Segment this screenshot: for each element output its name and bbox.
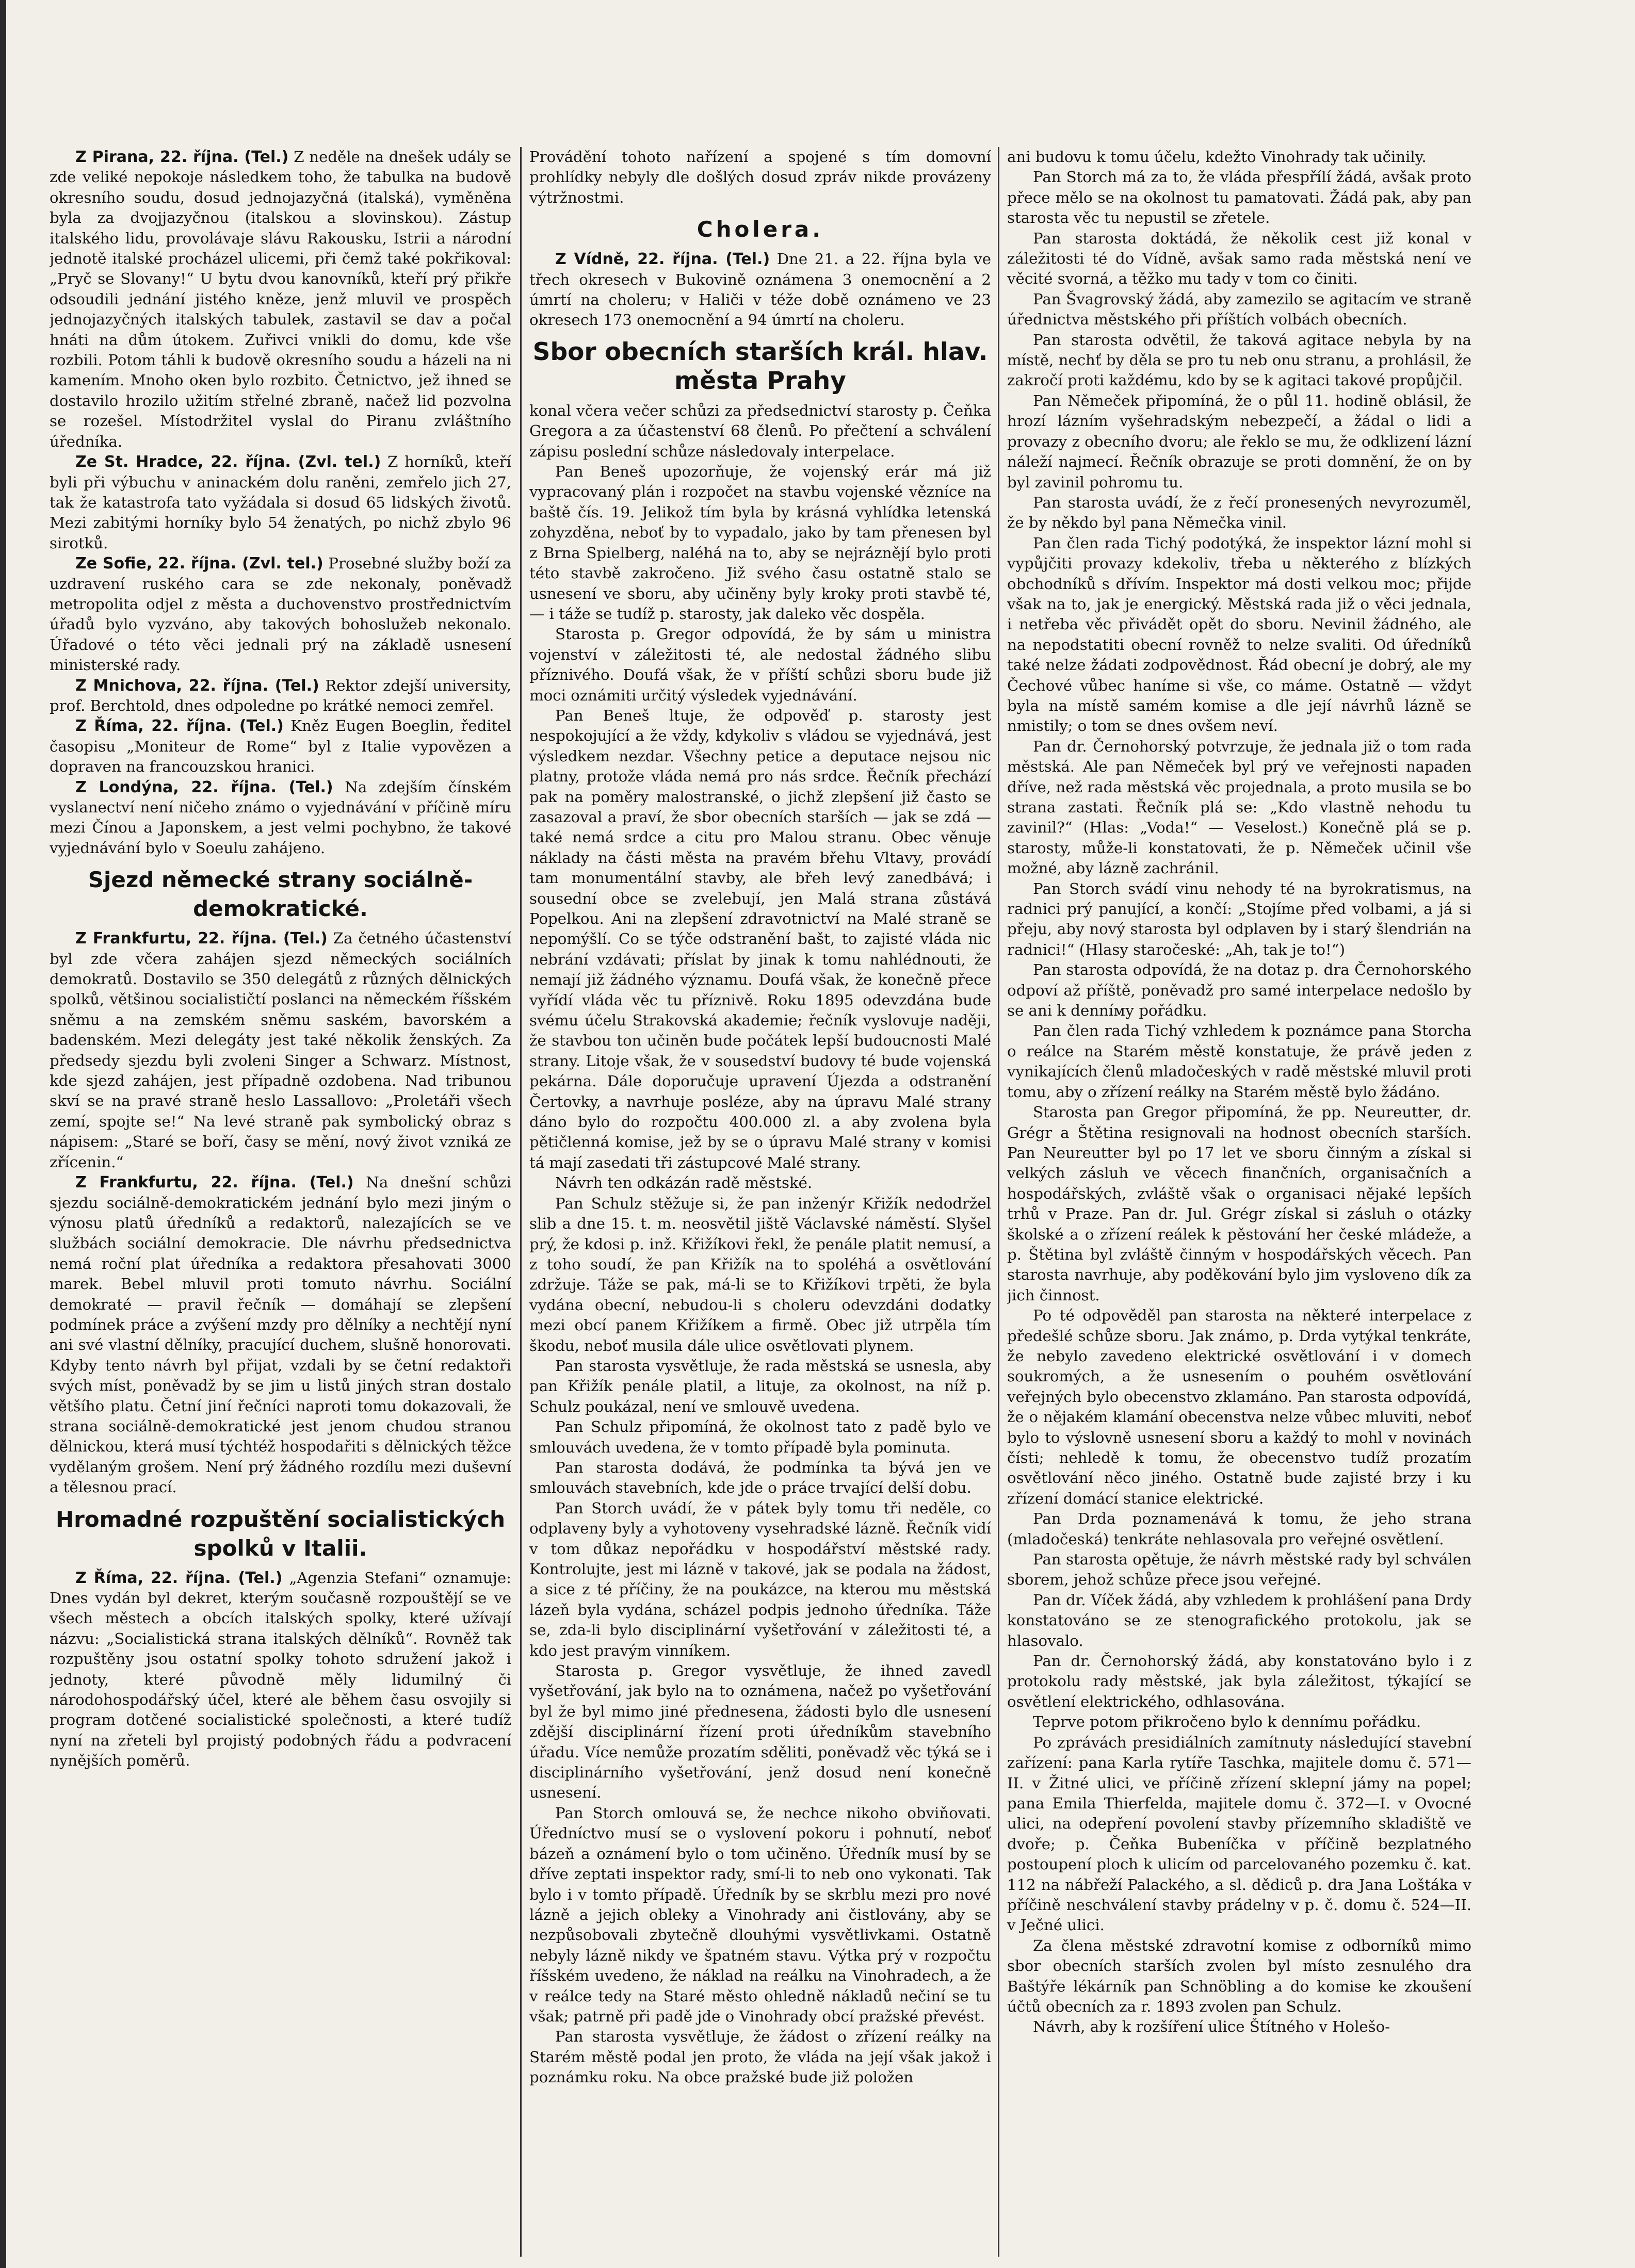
report-paragraph: Teprve potom přikročeno bylo k dennímu pořádku. — [1033, 1713, 1421, 1731]
item-text: Prosebné služby boží za uzdravení ruského cara se zde nekonaly, poněvadž metropolita odjel z města a duchovenstvo prostřednictvím úřadů bylo vyzváno, aby takových bohoslužeb nekonalo. Úřadové o této věci jednali prý na základě usnesení ministerské rady. — [50, 554, 511, 674]
report-paragraph: Návrh, aby k rozšíření ulice Štítného v Holešo- — [1033, 2018, 1390, 2036]
report-paragraph: Pan starosta odvětil, že taková agitace nebyla by na místě, nechť by děla se pro tu neb onu stranu, a prohlásil, že zakročí proti každému, kdo by se k agitaci takové propůjčil. — [1007, 331, 1471, 389]
news-item — [50, 777, 511, 859]
item-dateline: Z Vídně, 22. října. (Tel.) — [555, 250, 770, 269]
report-paragraph: Pan člen rada Tichý vzhledem k poznámce pana Storcha o reálce na Starém městě konstatuje, že právě jeden z vynikajících členů mladočeských v radě městské mluvil proti tomu, aby o zřízení reálky na Starém městě bylo žádáno. — [1007, 1022, 1471, 1101]
report-paragraph: Pan dr. Černohorský potvrzuje, že jednala již o tom rada městská. Ale pan Němeček byl prý ve veřejnosti napaden dříve, než rada městská věc projednala, a proto musila se bo strana zastati. Řečník plá se: „Kdo vlastně nehodu tu zavinil?“ (Hlas: „Voda!“ — Veselost.) Konečně plá se p. starosty, může-li konstatovati, že p. Němeček učinil vše možné, aby lázně zachránil. — [1007, 737, 1471, 877]
news-item — [529, 249, 991, 331]
item-text: Z horníků, kteří byli při výbuchu v aninackém dolu raněni, zemřelo jich 27, tak že katastrofa tato vyžádala si dosud 65 lidských životů. Mezi zabitými horníky bylo 54 ženatých, po nichž zbylo 96 sirotků. — [50, 453, 511, 552]
report-paragraph: Pan Storch má za to, že vláda přespřílí žádá, avšak proto přece mělo se na okolnost tu pamatovati. Žádá pak, aby pan starosta věc tu nepustil se zřetele. — [1007, 168, 1471, 227]
news-item — [50, 452, 511, 553]
item-dateline: Z Pirana, 22. října. (Tel.) — [75, 148, 289, 166]
report-paragraph: Starosta p. Gregor vysvětluje, že ihned zavedl vyšetřování, jak bylo na to oznámena, načež po vyšetřování byl že byl mimo jiné přednesena, žádosti bylo dle usnesení zdější disciplinární řízení proti úředníkům stavebního úřadu. Více nemůže prozatím sděliti, poněvadž věc týká se i disciplinárního vyšetřování, jenž dosud není konečně usnesení. — [529, 1662, 991, 1802]
news-item — [50, 1172, 511, 1498]
report-paragraph: Za člena městské zdravotní komise z odborníků mimo sbor obecních starších zvolen byl místo zesnulého dra Baštýře lékárník pan Schnöbling a do komise ke zkoušení účtů obecních za r. 1893 zvolen pan Schulz. — [1007, 1936, 1471, 2015]
report-paragraph: Pan starosta uvádí, že z řečí pronesených nevyrozuměl, že by někdo byl pana Němečka vinil. — [1007, 493, 1471, 532]
report-paragraph: Pan starosta doktádá, že několik cest již konal v záležitosti té do Vídně, avšak samo rada městská není ve věcité svorná, a těžko mu tady v tom co činiti. — [1007, 229, 1471, 288]
news-item — [50, 147, 511, 452]
continued-text: ani budovu k tomu účelu, kdežto Vinohrady tak učinily. — [1007, 148, 1427, 166]
report-paragraph: Pan Němeček připomíná, že o půl 11. hodině oblásil, že hrozí lázním vyšehradským nebezpečí, a žádal o lidi a provazy z obecního dvoru; ale řeklo se mu, že odklizení lázní náleží najmecí. Řečník obrazuje se proti domnění, že on by byl zavinil pohromu tu. — [1007, 391, 1471, 491]
report-paragraph: Pan Storch svádí vinu nehody té na byrokratismus, na radnici prý panující, a končí: „Stojíme před volbami, a já si přeju, aby nový starosta byl odplaven by i starý šlendrián na radnici!“ (Hlasy staročeské: „Ah, tak je to!“) — [1007, 879, 1471, 958]
column-2 — [529, 147, 991, 2251]
item-dateline: Z Mnichova, 22. října. (Tel.) — [75, 676, 319, 695]
news-item — [50, 928, 511, 1172]
item-text: Za četného účastenství byl zde včera zahájen sjezd německých sociálních demokratů. Dostavilo se 350 delegátů z různých dělnických spolků, většinou socialističtí poslanci na německém říšském sněmu a na zemském sněmu saském, bavorském a badenském. Mezi delegáty jest také několik ženských. Za předsedy sjezdu byli zvoleni Singer a Schwarz. Místnost, kde sjezd zahájen, jest případně ozdobena. Nad tribunou skví se na pravé straně heslo Lassallovo: „Proletáři všech zemí, spojte se!“ Na levé straně pak symbolický obraz s nápisem: „Staré se boří, časy se mění, nový život vzniká ze zřícenin.“ — [50, 929, 511, 1171]
column-3 — [1007, 147, 1471, 2251]
report-paragraph: Starosta p. Gregor odpovídá, že by sám u ministra vojenství v záležitosti té, ale nedostal žádného slibu příznivého. Doufá však, že v příští schůzi sboru bude již moci oznámiti určitý výsledek vyjednávání. — [529, 625, 991, 704]
item-dateline: Z Říma, 22. října. (Tel.) — [75, 1569, 283, 1587]
item-text: Na zdejším čínském vyslanectví není ničeho známo o vyjednávání v příčině míru mezi Čínou a Japonskem, a jest velmi pochybno, že takové vyjednávání bylo v Soeulu zahájeno. — [50, 778, 511, 857]
item-text: Rektor zdejší university, prof. Berchtold, dnes odpoledne po krátké nemoci zemřel. — [50, 676, 511, 714]
section-headline: Cholera. — [697, 217, 824, 242]
item-dateline: Z Frankfurtu, 22. října. (Tel.) — [75, 1173, 354, 1192]
report-paragraph: Starosta pan Gregor připomíná, že pp. Neureutter, dr. Grégr a Štětina resignovali na hodnost obecních starších. Pan Neureutter byl po 17 let ve sboru činným a získal si velkých zásluh ve věcech finančních, organisačních a hospodářských, zvláště však o organisaci nějaké lepších trhů v Praze. Pan dr. Jul. Grégr získal si zásluh o otázky školské a o zřízení reálek k pěstování her české mládeže, a p. Štětina byl zvláště činným v hospodářských věcech. Pan starosta navrhuje, aby poděkování bylo jim vysloveno dík za jich činnost. — [1007, 1103, 1471, 1304]
column-rule — [520, 147, 522, 2257]
item-text: Na dnešní schůzi sjezdu sociálně-demokratickém jednání bylo mezi jiným o výnosu platů úředníků a redaktorů, nalezajících se ve službách sociální demokracie. Dle návrhu předsednictva nemá roční plat úředníka a redaktora přesahovati 3000 marek. Bebel mluvil proti tomuto návrhu. Sociální demokraté — pravil řečník — domáhají se zlepšení podmínek práce a zvýšení mzdy pro dělníky a nechtějí nyní ani své vlastní dělníky, pracující duchem, slušně honorovati. Kdyby tento návrh byl přijat, vzdali by se četní redaktoři svých míst, poněvadž by se jim u listů jiných stran dostalo většího platu. Četní jiní řečníci naproti tomu dokazovali, že strana sociálně-demokratické jest jenom chudou stranou dělnickou, která musí týchtéž hospodařiti s dělnických těžce vydělaným grošem. Není prý žádného rozdílu mezi duševní a tělesnou prací. — [50, 1173, 511, 1496]
report-paragraph: Pan člen rada Tichý podotýká, že inspektor lázní mohl si vypůjčiti provazy kdekoliv, třeba u některého z blízkých obchodníků s dřívím. Inspektor má dosti velkou moc; přijde však na to, jak je energický. Městská rada již o věci jednala, i netřeba věc přivádět opět do sboru. Nevinil žádného, ale na nepodstatiti obecní rovněž to nelze svaliti. Od úředníků také nelze žádati zodpovědnost. Řád obecní je dobrý, ale my Čechové vůbec hanímе si vše, co máme. Ostatně — vždyt byla na místě samém komise a dle její návrhů lázně se nmistily; o tom se dnes ovšem neví. — [1007, 534, 1471, 735]
column-rule — [998, 147, 999, 2257]
news-item — [50, 553, 511, 675]
continued-text: Provádění tohoto nařízení a spojené s tím domovní prohlídky nebyly dle došlých dosud zpráv nikde provázeny výtržnostmi. — [529, 148, 991, 206]
section-headline: Hromadné rozpuštění socialistických spolků v Italii. — [55, 1506, 506, 1561]
section-headline: Sjezd německé strany sociálně-demokratické. — [88, 867, 473, 922]
report-paragraph: Pan starosta vysvětluje, že rada městská se usnesla, aby pan Křižík penále platil, a lituje, za okolnost, na níž p. Schulz poukázal, není ve smlouvě uvedena. — [529, 1357, 991, 1415]
report-paragraph: Po té odpověděl pan starosta na některé interpelace z předešlé schůze sboru. Jak známo, p. Drda vytýkal tenkráte, že nebylo zavedeno elektrické osvětlování i v domech soukromých, a že usnesením o pouhém osvětlování veřejných bylo obecenstvo zklamáno. Pan starosta odpovídá, že o nějakém klamání obecenstva nelze vůbec mluviti, neboť bylo to výslovně usnesení sboru a každý to mohl v novinách čísti; nehledě k tomu, že obecenstvo tudíž prozatím osvětlování něco jiného. Ostatně bude zajisté brzy i ku zřízení domácí stanice elektrické. — [1007, 1307, 1471, 1507]
news-item — [50, 716, 511, 777]
report-paragraph: Pan Schulz stěžuje si, že pan inženýr Křižík nedodržel slib a dne 15. t. m. neosvětil jiště Václavské náměstí. Slyšel prý, že kdosi p. inž. Křižíkovi řekl, že penále platit nemusí, a z toho soudí, že pan Křižík na to spoléhá a osvětlování zdržuje. Táže se pak, má-li se to Křižíkovi trpěti, že byla vydána obecní, nebudou-li s choleru odevzdáni dodatky mezi obcí panem Křižíkem a firmě. Obec již utrpěla tím škodu, neboť musila dále ulice osvětlovati plynem. — [529, 1194, 991, 1355]
item-text: Dne 21. a 22. října byla ve třech okresech v Bukovině oznámena 3 onemocnění a 2 úmrtí na choleru; v Haliči v téže době oznámeno ve 23 okresech 173 onemocnění a 94 úmrtí na choleru. — [529, 250, 991, 329]
report-paragraph: Po zprávách presidiálních zamítnuty následující stavební zařízení: pana Karla rytíře Taschka, majitele domu č. 571—II. v Žitné ulici, ve příčině zřízení sklepní jámy na popel; pana Emila Thierfelda, majitele domu č. 372—I. v Ovocné ulici, na odepření povolení stavby přízemního skladiště ve dvoře; p. Čeňka Bubeníčka v příčině bezplatného postoupení ploch k ulicím od parcelovaného pozemku č. kat. 112 na nábřeží Palackého, a sl. dědiců p. dra Jana Loštáka v příčině neschválení stavby prádelny v p. č. domu č. 524—II. v Ječné ulici. — [1007, 1733, 1471, 1934]
item-dateline: Ze St. Hradce, 22. října. (Zvl. tel.) — [75, 453, 381, 471]
item-text: „Agenzia Stefani“ oznamuje: Dnes vydán byl dekret, kterým současně rozpouštějí se ve všech městech a obcích italských spolky, které užívají názvu: „Socialistická strana italských dělníků“. Rovněž tak rozpuštěny jsou ostatní spolky tohoto sdružení jakož i jednoty, které původně měly lidumilný či národohospodářský účel, které ale během času osvojily si program dotčené socialistické společnosti, a které tudíž nyní na zřeteli byl projistý podobných řádu a podvracení nynějších poměrů. — [50, 1569, 511, 1770]
item-text: Kněz Eugen Boeglin, ředitel časopisu „Moniteur de Rome“ byl z Italie vypovězen a dopraven na francouzskou hranici. — [50, 717, 511, 776]
report-paragraph: Pan Storch uvádí, že v pátek byly tomu tři neděle, co odplaveny byly a vyhotoveny vysehradské lázně. Řečník vidí v tom důkaz nepořádku v hospodářství městské rady. Kontrolujte, jest mi lázně v takové, jak se podala na žádost, a sice z té příčiny, že na poukázce, na kterou mu městská lázeň byla vydána, scházel podpis jednoho úředníka. Táže se, zda-li bylo disciplinární vyšetřování v záležitosti té, a kdo jest pravým vinníkem. — [529, 1499, 991, 1659]
news-item — [50, 676, 511, 716]
item-text: Z neděle na dnešek udály se zde veliké nepokoje následkem toho, že tabulka na budově okresního soudu, dosud jednojazyčná (italská), vyměněna byla za dvojjazyčnou (italskou a slovinskou). Zástup italského lidu, provolávaje slávu Rakousku, Istrii a národní jednotě italské procházel ulicemi, při čemž také pokřikoval: „Pryč se Slovany!“ U bytu dvou kanovníků, kteří prý přikře odsoudili jednání jistého kněze, jenž mluvil ve prospěch jednojazyčných italských tabulek, zastavil se dav a počal hnáti na dům útokem. Zuřivci vnikli do domu, kde vše rozbili. Potom táhli k budově okresního soudu a házeli na ni kamením. Mnoho oken bylo rozbito. Četnictvo, jež ihned se dostavilo hrozilo užitím střelné zbraně, načež lid pozvolna se rozešel. Místodržitel vyslal do Piranu zvláštního úředníka. — [50, 148, 511, 450]
item-dateline: Z Londýna, 22. října. (Tel.) — [75, 778, 333, 796]
report-paragraph: Pan Drda poznamenává k tomu, že jeho strana (mladočeská) tenkráte nehlasovala pro veřejné osvětlení. — [1007, 1510, 1471, 1548]
section-headline: Sbor obecních starších král. hlav. města Prahy — [532, 337, 988, 395]
report-paragraph: Pan Švagrovský žádá, aby zamezilo se agitacím ve straně úřednictva městského při příštích volbách obecních. — [1007, 290, 1471, 329]
item-dateline: Z Říma, 22. října. (Tel.) — [75, 717, 284, 736]
column-1 — [50, 147, 511, 2251]
item-dateline: Z Frankfurtu, 22. října. (Tel.) — [75, 929, 328, 948]
report-paragraph: Pan starosta dodává, že podmínka ta bývá jen ve smlouvách stavebních, kde jde o práce trvající delší dobu. — [529, 1458, 991, 1497]
report-paragraph: Pan dr. Černohorský žádá, aby konstatováno bylo i z protokolu rady městské, jak byla záležitost, týkající se osvětlení elektrického, odhlasována. — [1007, 1652, 1471, 1710]
report-paragraph: Pan starosta opětuje, že návrh městské rady byl schválen sborem, jehož schůze přece jsou veřejné. — [1007, 1551, 1471, 1589]
report-paragraph: konal včera večer schůzi za předsednictví starosty p. Čeňka Gregora a za účastenství 68 členů. Po přečtení a schválení zápisu poslední schůze následovaly interpelace. — [529, 401, 991, 460]
report-paragraph: Pan Beneš upozorňuje, že vojenský erár má již vypracovaný plán i rozpočet na stavbu vojenské vězníce na baště čís. 19. Jelikož tím byla by krásná vyhlídka letenská zohyzděna, neboť by to vypadalo, jako by tam přenesen byl z Brna Spielberg, naléhá na to, aby se nejráznějí bylo proti této stavbě zakročeno. Již svého času ostatně stalo se usnesení ve sboru, aby učiněny byly kroky proti stavbě té, — i táže se tudíž p. starosty, jak daleko věc dospěla. — [529, 463, 991, 623]
news-item — [50, 1568, 511, 1771]
report-paragraph: Pan starosta vysvětluje, že žádost o zřízení reálky na Starém městě podal jen proto, že vláda na její však jakož i poznámku roku. Na obce pražské bude již položen — [529, 2028, 991, 2086]
page-edge — [0, 0, 6, 2268]
report-paragraph: Pan Schulz připomíná, že okolnost tato z padě bylo ve smlouvách uvedena, že v tomto případě byla pominuta. — [529, 1418, 991, 1456]
report-paragraph: Pan starosta odpovídá, že na dotaz p. dra Černohorského odpoví až příště, poněvadž pro samé interpelace nedošlo by se ani k denníму pořádku. — [1007, 961, 1471, 1020]
report-paragraph: Pan dr. Víček žádá, aby vzhledem k prohlášení pana Drdy konstatováno se ze stenografického protokolu, jak se hlasovalo. — [1007, 1591, 1471, 1650]
item-dateline: Ze Sofie, 22. října. (Zvl. tel.) — [75, 554, 323, 573]
report-paragraph: Pan Storch omlouvá se, že nechce nikoho obviňovati. Úředníctvo musí se o vyslovení pokoru i pohnutí, neboť bázeň a oznámení bylo o tom učiněno. Úředník musí by se dříve zeptati inspektor rady, smí-li to neb ono vykonati. Tak bylo i v tomto případě. Úředník by se skrblu mezi pro nové lázně a jejich obleky a Vinohrady ani čistlovány, aby se nezpůsobovali zbytečně dlouhými vysvětlivkami. Ostatně nebyly lázně nikdy ve špatném stavu. Výtka prý v rozpočtu říšském uvedeno, že náklad na reálku na Vinohradech, a že v reálce tedy na Staré město ohledně nákladů nečiní se tu však; patrně při padě jde o Vinohrady obcí pražské převést. — [529, 1804, 991, 2025]
report-paragraph: Návrh ten odkázán radě městské. — [555, 1174, 813, 1192]
report-paragraph: Pan Beneš ltuje, že odpověď p. starosty jest nespokojující a že vždy, kdykoliv s vládou se vyjednává, jest výsledkem nezdar. Všechny petice a deputace nejsou nic platny, protože vláda nemá pro nás srdce. Řečník přechází pak na poměry malostranské, o jichž zlepšení již často se zasazoval a praví, že sbor obecních starších — jak se zdá — také nemá srdce a citu pro Malou stranu. Obec věnuje náklady na části města na pravém břehu Vltavy, provádí tam monumentální stavby, ale břeh levý zanedbává; i sousední obce se zvelebují, jen Malá strana zůstává Popelkou. Ani na zlepšení zdravotnictví na Malé straně se nepomýšlí. Co se týče odstranění bašt, to zajisté vláda nic nebrání vzdávati; příslat by jinak k tomu nahlédnouti, že nemají již žádného významu. Doufá však, že konečně přece vyřídí vláda věc tu příznivě. Roku 1895 odevzdána bude svému účelu Strakovská akademie; řečník vyslovuje naději, že stavbou ton učiněn bude počátek lepší budoucnosti Malé strany. Litoje však, že v sousedství budovy té bude vojenská pekárna. Dále doporučuje upravení Újezda a odstranění Čertovky, a navrhuje posléze, aby na úpravu Malé strany dáno bylo do rozpočtu 400.000 zl. a aby zvolena byla pětičlenná komise, jež by se o úpravu Malé strany v komisi tá mají zasedati tři zástupcové Malé strany. — [529, 706, 991, 1171]
